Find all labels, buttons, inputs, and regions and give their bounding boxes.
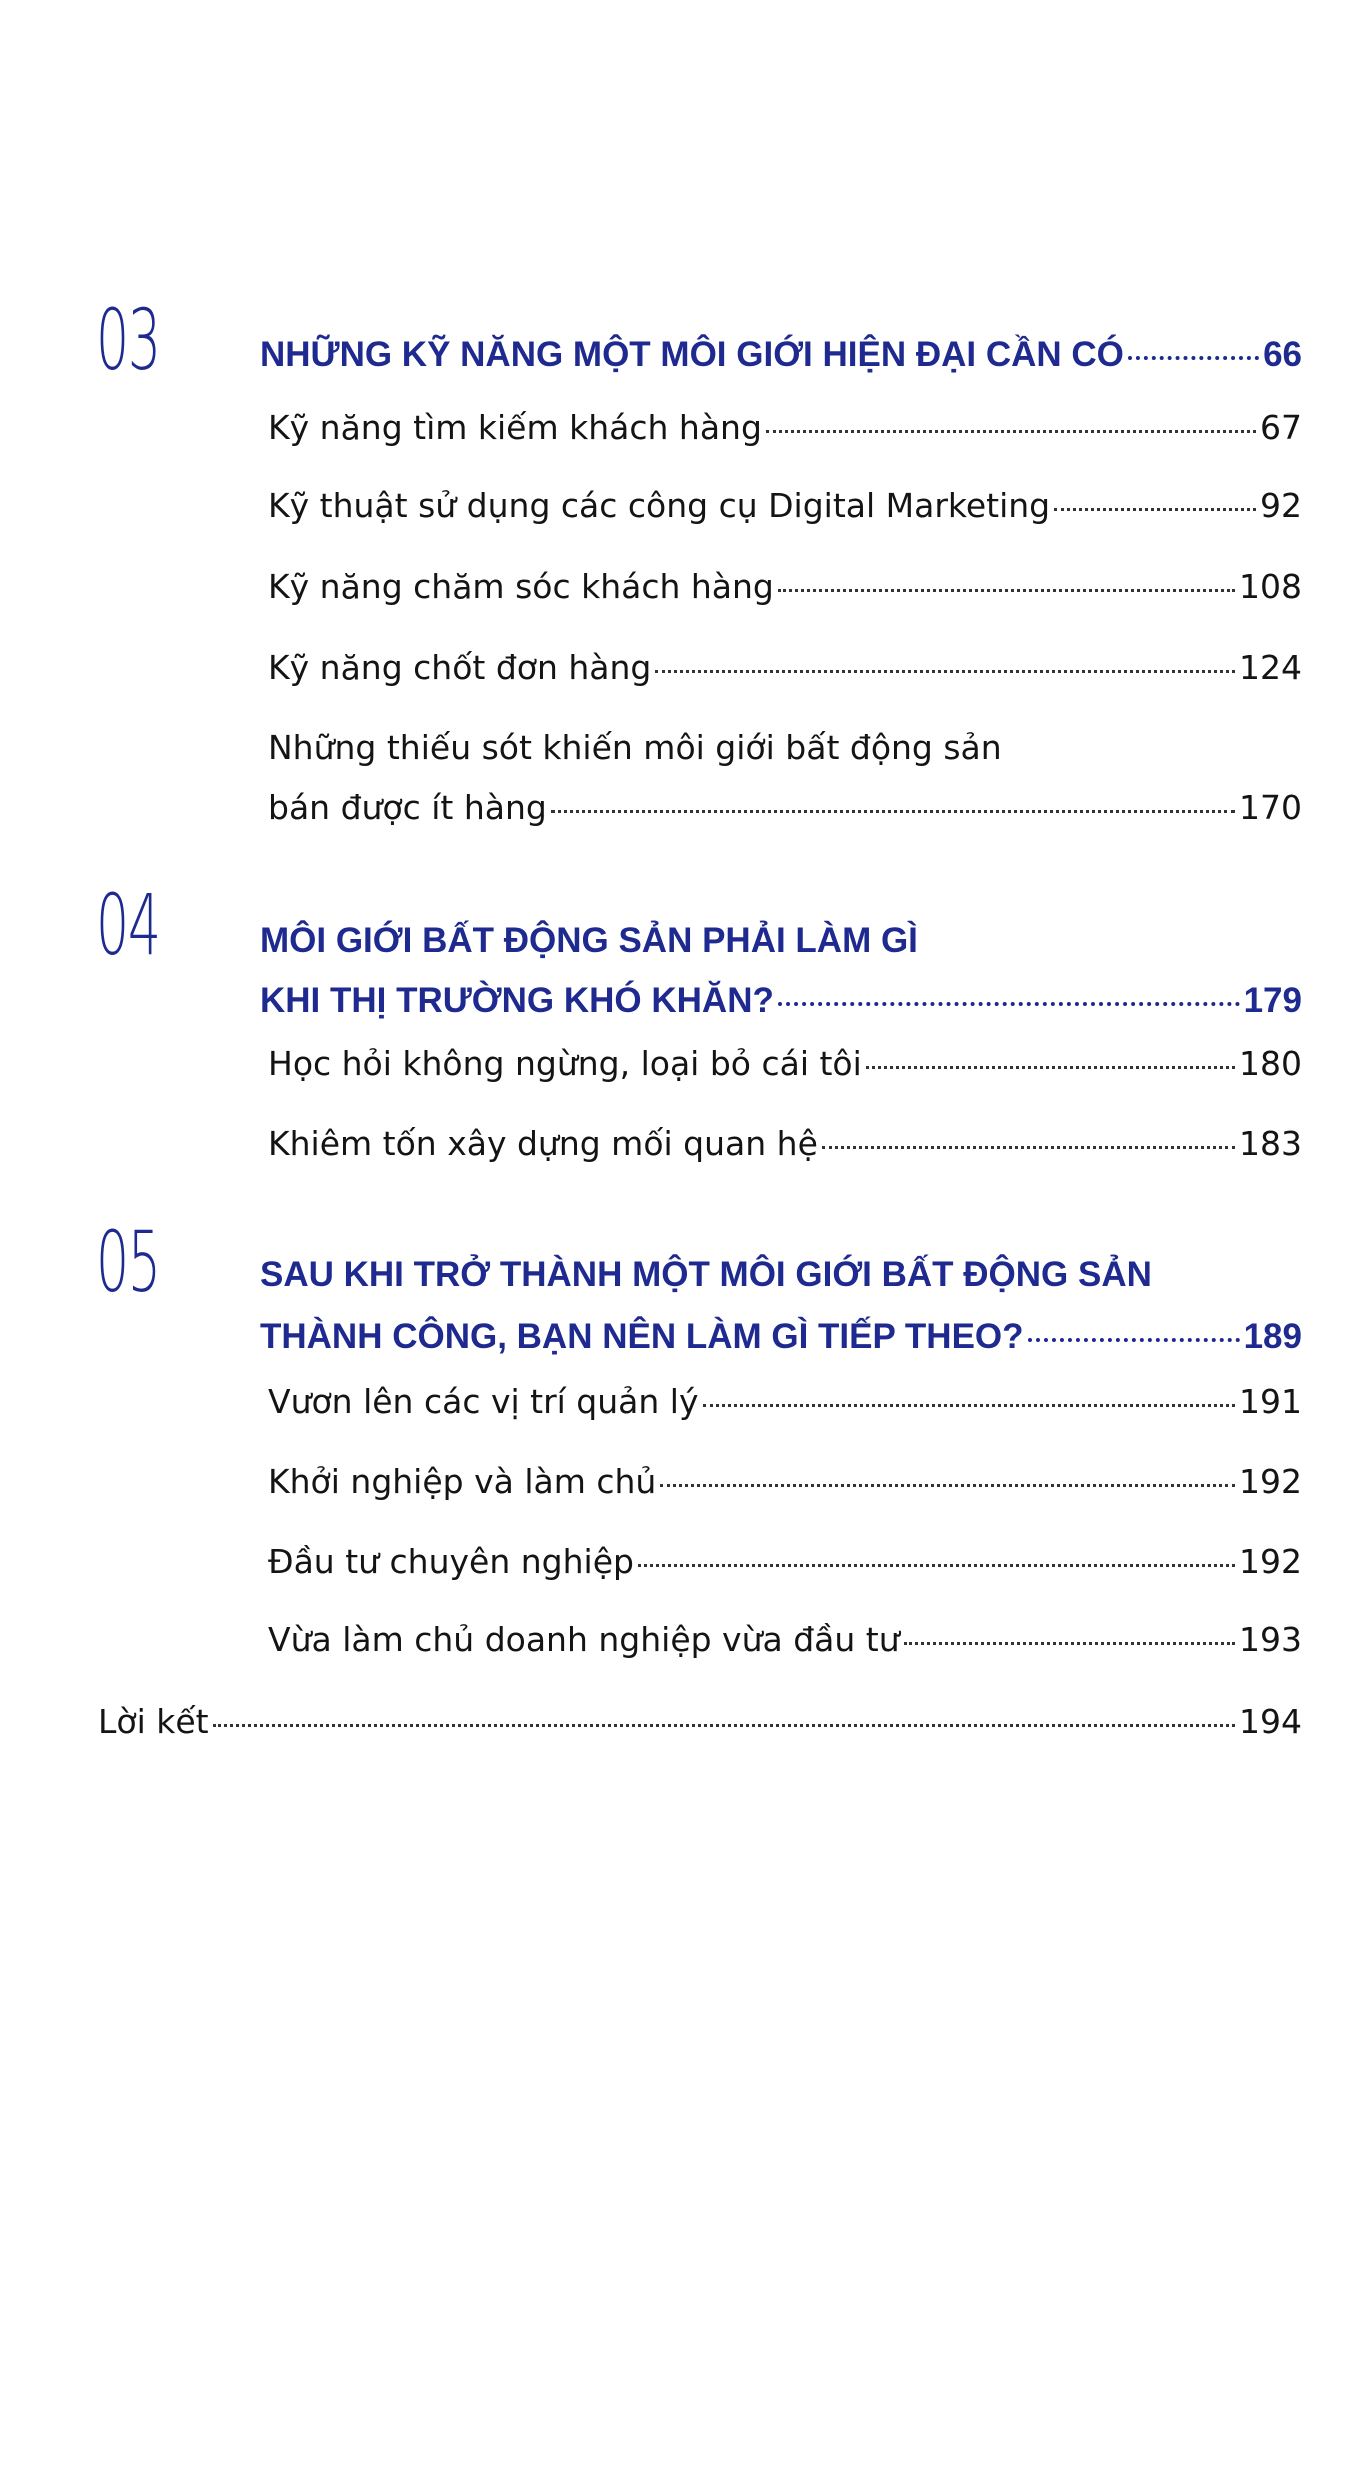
dot-leader [1028, 1338, 1240, 1342]
entry-label: Kỹ năng tìm kiếm khách hàng [268, 408, 762, 447]
entry-label: Kỹ thuật sử dụng các công cụ Digital Marketing [268, 486, 1051, 525]
page-number: 180 [1239, 1044, 1302, 1083]
entry-label: Kỹ năng chăm sóc khách hàng [268, 567, 774, 606]
toc-entry[interactable] [268, 726, 1302, 830]
toc-entry[interactable] [268, 1540, 1302, 1584]
chapter-title-line: NHỮNG KỸ NĂNG MỘT MÔI GIỚI HIỆN ĐẠI CẦN CÓ [260, 335, 1124, 374]
dot-leader [551, 810, 1235, 813]
dot-leader [778, 1002, 1240, 1006]
toc-entry[interactable] [268, 1122, 1302, 1166]
chapter-title-line: KHI THỊ TRƯỜNG KHÓ KHĂN? [260, 981, 774, 1020]
chapter-title[interactable] [260, 1250, 1302, 1362]
dot-leader [904, 1642, 1235, 1645]
chapter-title-line: THÀNH CÔNG, BẠN NÊN LÀM GÌ TIẾP THEO? [260, 1317, 1024, 1356]
chapter-title-line: MÔI GIỚI BẤT ĐỘNG SẢN PHẢI LÀM GÌ [260, 921, 918, 960]
page-number: 67 [1260, 408, 1302, 447]
entry-label: Lời kết [98, 1702, 209, 1741]
entry-label: Đầu tư chuyên nghiệp [268, 1542, 634, 1581]
entry-label: Kỹ năng chốt đơn hàng [268, 648, 652, 687]
toc-entry-closing[interactable] [98, 1700, 1302, 1744]
dot-leader [1054, 508, 1256, 511]
toc-entry[interactable] [268, 1460, 1302, 1504]
dot-leader [213, 1724, 1235, 1727]
chapter-title[interactable] [260, 916, 1302, 1026]
dot-leader [866, 1066, 1235, 1069]
page-number: 189 [1243, 1317, 1302, 1356]
entry-label: Khởi nghiệp và làm chủ [268, 1462, 657, 1501]
entry-label: Vươn lên các vị trí quản lý [268, 1382, 699, 1421]
entry-label: Vừa làm chủ doanh nghiệp vừa đầu tư [268, 1620, 900, 1659]
page-number: 108 [1239, 567, 1302, 606]
page-number: 66 [1263, 335, 1302, 374]
chapter-title-line: SAU KHI TRỞ THÀNH MỘT MÔI GIỚI BẤT ĐỘNG SẢN [260, 1255, 1152, 1294]
page-number: 191 [1239, 1382, 1302, 1421]
chapter-number: 04 [96, 876, 160, 974]
dot-leader [703, 1404, 1236, 1407]
dot-leader [822, 1146, 1235, 1149]
dot-leader [778, 589, 1235, 592]
toc-entry[interactable] [268, 1618, 1302, 1662]
page-number: 183 [1239, 1124, 1302, 1163]
entry-label: Học hỏi không ngừng, loại bỏ cái tôi [268, 1044, 862, 1083]
toc-entry[interactable] [268, 484, 1302, 528]
chapter-number: 03 [96, 291, 160, 389]
dot-leader [655, 670, 1235, 673]
entry-label: Những thiếu sót khiến môi giới bất động sản [268, 728, 1002, 767]
toc-entry[interactable] [268, 406, 1302, 450]
page-number: 193 [1239, 1620, 1302, 1659]
chapter-number: 05 [96, 1213, 160, 1311]
page-number: 170 [1239, 788, 1302, 827]
page-number: 124 [1239, 648, 1302, 687]
dot-leader [1128, 356, 1259, 360]
dot-leader [660, 1484, 1235, 1487]
toc-entry[interactable] [268, 1042, 1302, 1086]
page-number: 179 [1243, 981, 1302, 1020]
entry-label: Khiêm tốn xây dựng mối quan hệ [268, 1124, 818, 1163]
toc-entry[interactable] [268, 646, 1302, 690]
dot-leader [638, 1564, 1235, 1567]
page-number: 192 [1239, 1462, 1302, 1501]
page-number: 92 [1260, 486, 1302, 525]
chapter-title[interactable] [260, 330, 1302, 380]
toc-entry[interactable] [268, 1380, 1302, 1424]
entry-label: bán được ít hàng [268, 788, 547, 827]
toc-entry[interactable] [268, 565, 1302, 609]
page-number: 194 [1239, 1702, 1302, 1741]
page-number: 192 [1239, 1542, 1302, 1581]
dot-leader [766, 430, 1256, 433]
